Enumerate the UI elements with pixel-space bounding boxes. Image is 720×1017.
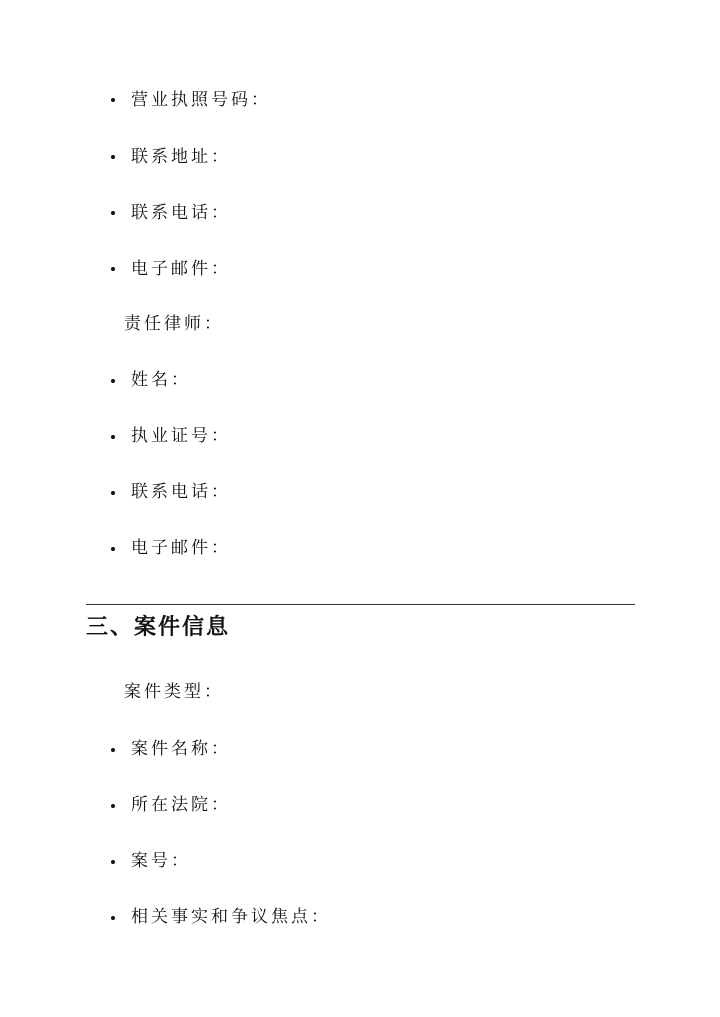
- field-label-lawyer-phone: 联系电话：: [131, 482, 231, 502]
- bullet-icon: [111, 211, 115, 215]
- bullet-icon: [111, 379, 115, 383]
- section-divider: [86, 604, 635, 605]
- field-label-facts-and-issues: 相关事实和争议焦点：: [131, 907, 331, 927]
- field-label-address: 联系地址：: [131, 147, 231, 167]
- bullet-icon: [111, 267, 115, 271]
- field-label-business-license: 营业执照号码：: [131, 90, 271, 110]
- bullet-icon: [111, 547, 115, 551]
- field-label-court: 所在法院：: [131, 795, 231, 815]
- section-heading-case-info: 三、案件信息: [86, 614, 231, 640]
- field-label-license-number: 执业证号：: [131, 426, 231, 446]
- field-label-name: 姓名：: [131, 370, 191, 390]
- case-type-heading: 案件类型：: [124, 682, 224, 702]
- lawyer-heading: 责任律师：: [124, 314, 224, 334]
- field-label-lawyer-email: 电子邮件：: [131, 538, 231, 558]
- field-label-case-name: 案件名称：: [131, 739, 231, 759]
- field-label-email: 电子邮件：: [131, 259, 231, 279]
- bullet-icon: [111, 491, 115, 495]
- bullet-icon: [111, 916, 115, 920]
- field-label-case-number: 案号：: [131, 851, 191, 871]
- bullet-icon: [111, 98, 115, 102]
- bullet-icon: [111, 748, 115, 752]
- bullet-icon: [111, 804, 115, 808]
- field-label-phone: 联系电话：: [131, 203, 231, 223]
- bullet-icon: [111, 435, 115, 439]
- bullet-icon: [111, 860, 115, 864]
- bullet-icon: [111, 155, 115, 159]
